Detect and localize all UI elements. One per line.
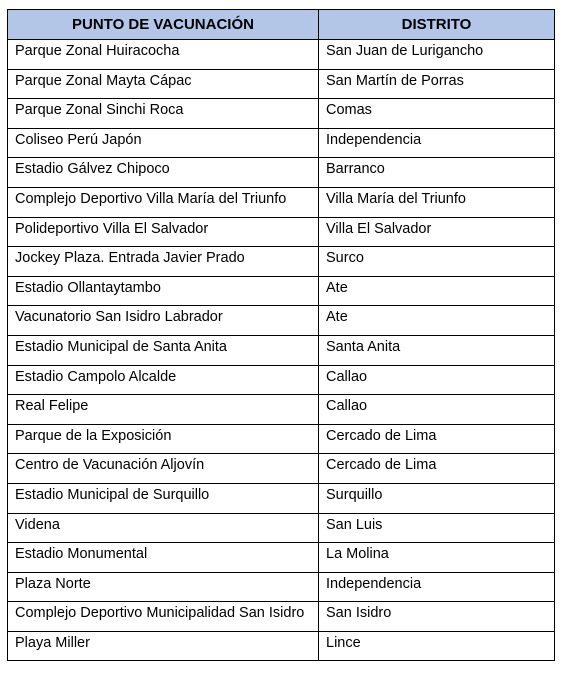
vaccination-point-text: Centro de Vacunación Aljovín	[15, 457, 205, 474]
district-cell	[319, 128, 555, 158]
table-body	[8, 40, 555, 661]
table-row	[8, 276, 555, 306]
vaccination-point-text: Plaza Norte	[15, 575, 91, 592]
vaccination-point-text: Playa Miller	[15, 634, 90, 651]
district-cell	[319, 335, 555, 365]
vaccination-point-text: Real Felipe	[15, 398, 89, 415]
table-row	[8, 217, 555, 247]
table-row	[8, 572, 555, 602]
vaccination-point-cell	[8, 335, 319, 365]
vaccination-point-text: Complejo Deportivo Villa María del Triunfo	[15, 190, 287, 207]
vaccination-point-cell	[8, 69, 319, 99]
district-text: Santa Anita	[326, 338, 401, 355]
vaccination-table-container	[7, 9, 555, 661]
district-text: Callao	[326, 398, 368, 415]
vaccination-point-cell	[8, 99, 319, 129]
district-cell	[319, 276, 555, 306]
table-row	[8, 99, 555, 129]
vaccination-point-cell	[8, 276, 319, 306]
header-vaccination-point: PUNTO DE VACUNACIÓN	[8, 10, 319, 40]
table-row	[8, 454, 555, 484]
district-text: San Luis	[326, 516, 383, 533]
district-cell	[319, 602, 555, 632]
vaccination-point-text: Parque Zonal Sinchi Roca	[15, 102, 184, 119]
district-text: Villa El Salvador	[326, 220, 432, 237]
vaccination-point-cell	[8, 602, 319, 632]
district-text: Comas	[326, 102, 372, 119]
vaccination-point-cell	[8, 306, 319, 336]
vaccination-point-text: Vacunatorio San Isidro Labrador	[15, 309, 223, 326]
vaccination-point-cell	[8, 40, 319, 70]
district-text: Surquillo	[326, 486, 383, 503]
district-cell	[319, 483, 555, 513]
district-text: San Juan de Lurigancho	[326, 43, 484, 59]
vaccination-point-cell	[8, 543, 319, 573]
vaccination-point-text: Estadio Gálvez Chipoco	[15, 161, 170, 178]
vaccination-point-text: Complejo Deportivo Municipalidad San Isidro	[15, 605, 305, 622]
vaccination-point-text: Videna	[15, 516, 60, 533]
vaccination-point-cell	[8, 631, 319, 661]
vaccination-point-text: Jockey Plaza. Entrada Javier Prado	[15, 250, 245, 267]
table-row	[8, 335, 555, 365]
vaccination-point-cell	[8, 454, 319, 484]
district-text: Cercado de Lima	[326, 427, 437, 444]
table-row	[8, 513, 555, 543]
vaccination-point-cell	[8, 365, 319, 395]
district-text: Surco	[326, 250, 364, 267]
district-text: Callao	[326, 368, 368, 385]
district-cell	[319, 306, 555, 336]
table-row	[8, 543, 555, 573]
table-row	[8, 602, 555, 632]
vaccination-point-cell	[8, 483, 319, 513]
table-row	[8, 483, 555, 513]
district-text: Ate	[326, 309, 348, 326]
vaccination-point-text: Estadio Municipal de Surquillo	[15, 486, 210, 503]
vaccination-point-cell	[8, 187, 319, 217]
vaccination-point-cell	[8, 247, 319, 277]
vaccination-point-cell	[8, 572, 319, 602]
table-row	[8, 395, 555, 425]
vaccination-point-text: Estadio Monumental	[15, 546, 148, 563]
vaccination-point-cell	[8, 128, 319, 158]
district-text: Villa María del Triunfo	[326, 190, 466, 207]
district-cell	[319, 99, 555, 129]
vaccination-point-text: Parque de la Exposición	[15, 427, 172, 444]
district-text: La Molina	[326, 546, 389, 563]
header-district: DISTRITO	[319, 10, 555, 40]
district-cell	[319, 543, 555, 573]
vaccination-point-cell	[8, 217, 319, 247]
district-text: Barranco	[326, 161, 385, 178]
district-cell	[319, 395, 555, 425]
vaccination-point-text: Parque Zonal Mayta Cápac	[15, 72, 192, 89]
vaccination-point-text: Parque Zonal Huiracocha	[15, 43, 180, 59]
district-text: San Isidro	[326, 605, 392, 622]
vaccination-point-cell	[8, 424, 319, 454]
district-text: Independencia	[326, 575, 422, 592]
district-cell	[319, 217, 555, 247]
vaccination-point-cell	[8, 158, 319, 188]
vaccination-point-cell	[8, 513, 319, 543]
district-cell	[319, 513, 555, 543]
district-text: Ate	[326, 279, 348, 296]
table-row	[8, 128, 555, 158]
table-row	[8, 365, 555, 395]
district-cell	[319, 69, 555, 99]
district-cell	[319, 424, 555, 454]
table-row	[8, 187, 555, 217]
district-text: Cercado de Lima	[326, 457, 437, 474]
vaccination-point-text: Estadio Campolo Alcalde	[15, 368, 177, 385]
district-cell	[319, 365, 555, 395]
district-cell	[319, 572, 555, 602]
vaccination-point-text: Polideportivo Villa El Salvador	[15, 220, 209, 237]
vaccination-point-cell	[8, 395, 319, 425]
district-text: San Martín de Porras	[326, 72, 464, 89]
vaccination-point-text: Estadio Ollantaytambo	[15, 279, 161, 296]
district-text: Independencia	[326, 131, 422, 148]
table-row	[8, 424, 555, 454]
table-row	[8, 247, 555, 277]
district-cell	[319, 247, 555, 277]
table-row	[8, 158, 555, 188]
district-cell	[319, 158, 555, 188]
table-row	[8, 69, 555, 99]
district-cell	[319, 454, 555, 484]
district-cell	[319, 187, 555, 217]
table-header-row	[8, 10, 555, 40]
district-text: Lince	[326, 634, 361, 651]
vaccination-point-text: Coliseo Perú Japón	[15, 131, 142, 148]
district-cell	[319, 631, 555, 661]
vaccination-point-text: Estadio Municipal de Santa Anita	[15, 338, 227, 355]
district-cell	[319, 40, 555, 70]
vaccination-points-table	[7, 9, 555, 661]
table-row	[8, 40, 555, 70]
table-row	[8, 631, 555, 661]
table-row	[8, 306, 555, 336]
